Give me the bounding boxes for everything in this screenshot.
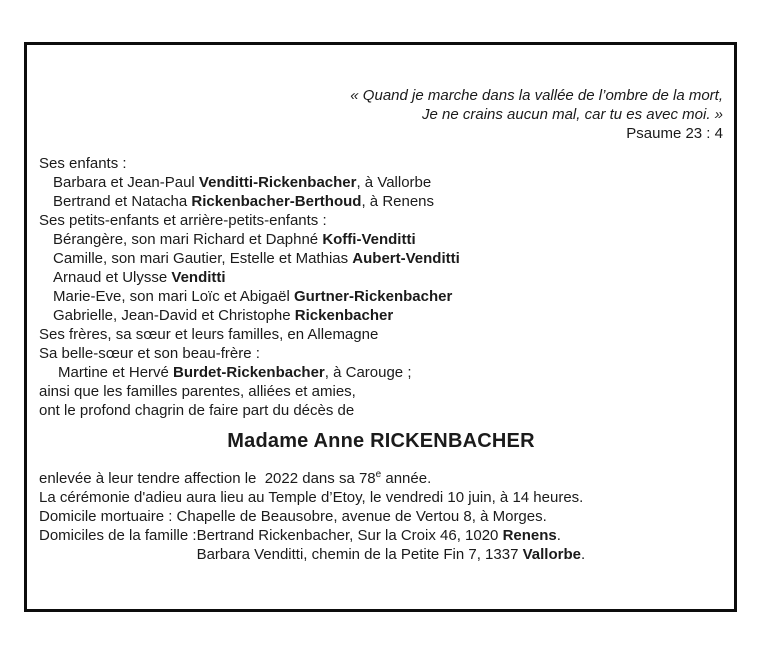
family-name-bold: Koffi-Venditti — [322, 231, 416, 248]
address-line — [197, 526, 723, 545]
family-name-bold: Rickenbacher-Berthoud — [191, 193, 362, 210]
family-line — [39, 401, 723, 420]
domiciles-row — [39, 526, 723, 564]
age-line-pre: enlevée à leur tendre affection le 2022 dans sa 78 — [39, 470, 376, 487]
family-line — [39, 249, 723, 268]
line-text: Ses frères, sa sœur et leurs familles, en Allemagne — [39, 326, 379, 343]
family-name-bold: Rickenbacher — [294, 307, 394, 324]
age-superscript: e — [375, 469, 382, 480]
line-text: Sa belle-sœur et son beau-frère : — [39, 345, 260, 362]
detail-line-age — [39, 469, 723, 488]
family-name-bold: Burdet-Rickenbacher — [173, 364, 325, 381]
family-line — [39, 230, 723, 249]
line-text: . — [556, 527, 561, 544]
line-text: , à Carouge ; — [324, 364, 412, 381]
address-line — [197, 545, 723, 564]
quote-line-1: « Quand je marche dans la vallée de l’ombre de la mort, — [350, 87, 723, 104]
family-line — [39, 344, 723, 363]
family-name-bold: Vallorbe — [522, 546, 581, 563]
deceased-name: Madame Anne RICKENBACHER — [227, 430, 535, 452]
line-text: ainsi que les familles parentes, alliées et amies, — [39, 383, 356, 400]
line-text: Bertrand Rickenbacher, Sur la Croix 46, 1020 — [196, 527, 503, 544]
announcement-card — [24, 42, 737, 612]
line-text: Barbara Venditti, chemin de la Petite Fin 7, 1337 — [196, 546, 523, 563]
line-text: , à Vallorbe — [356, 174, 432, 191]
detail-line-mortuary: Domicile mortuaire : Chapelle de Beausobre, avenue de Vertou 8, à Morges. — [39, 508, 547, 525]
scripture-quote — [39, 86, 723, 143]
line-text: . — [580, 546, 586, 563]
line-text: Bertrand et Natacha — [53, 193, 192, 210]
family-line — [39, 363, 723, 382]
line-text: Gabrielle, Jean-David et Christophe — [53, 307, 295, 324]
family-line — [39, 382, 723, 401]
family-name-bold: Gurtner-Rickenbacher — [293, 288, 453, 305]
family-line — [39, 192, 723, 211]
line-text: Martine et Hervé — [58, 364, 174, 381]
domiciles-addresses — [197, 526, 723, 564]
line-text: Barbara et Jean-Paul — [53, 174, 199, 191]
line-text: Marie-Eve, son mari Loïc et Abigaël — [53, 288, 294, 305]
detail-line-ceremony: La cérémonie d'adieu aura lieu au Temple d’Etoy, le vendredi 10 juin, à 14 heures. — [39, 489, 584, 506]
line-text: Camille, son mari Gautier, Estelle et Mathias — [53, 250, 353, 267]
details-block — [39, 469, 723, 564]
family-list — [39, 154, 723, 420]
line-text: , à Renens — [361, 193, 435, 210]
family-name-bold: Venditti-Rickenbacher — [198, 174, 357, 191]
line-text: ont le profond chagrin de faire part du décès de — [39, 402, 355, 419]
family-line — [39, 173, 723, 192]
family-line — [39, 268, 723, 287]
family-name-bold: Venditti — [171, 269, 226, 286]
family-line — [39, 306, 723, 325]
line-text: Ses enfants : — [39, 155, 127, 172]
quote-line-2: Je ne crains aucun mal, car tu es avec moi. » — [422, 106, 723, 123]
family-line — [39, 211, 723, 230]
line-text: Bérangère, son mari Richard et Daphné — [53, 231, 323, 248]
family-line — [39, 325, 723, 344]
age-line-post: année. — [381, 470, 432, 487]
quote-reference: Psaume 23 : 4 — [626, 125, 723, 142]
domiciles-label: Domiciles de la famille : — [39, 527, 197, 544]
line-text: Ses petits-enfants et arrière-petits-enfants : — [39, 212, 327, 229]
family-line — [39, 287, 723, 306]
family-name-bold: Aubert-Venditti — [352, 250, 460, 267]
line-text: Arnaud et Ulysse — [53, 269, 172, 286]
family-line — [39, 154, 723, 173]
family-name-bold: Renens — [502, 527, 557, 544]
